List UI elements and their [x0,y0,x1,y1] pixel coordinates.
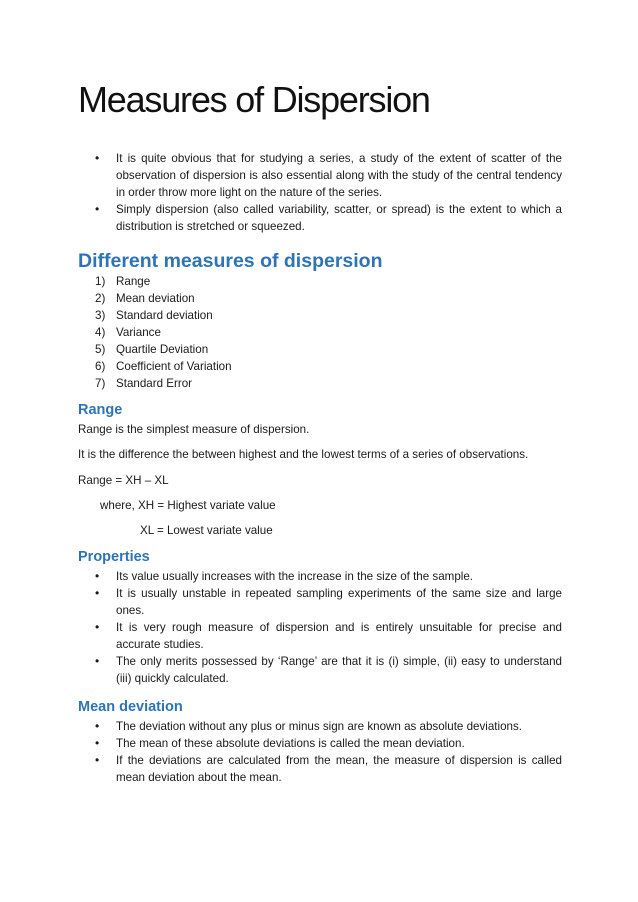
range-paragraph-1: Range is the simplest measure of dispersion. [78,423,310,436]
list-item: • It is usually unstable in repeated sampling experiments of the same size and large ones. [78,585,562,619]
range-formula: Range = XH – XL [78,474,169,487]
mean-deviation-bullet-list [78,718,562,786]
properties-bullet-list [78,568,562,687]
list-item: • The only merits possessed by ‘Range’ are that it is (i) simple, (ii) easy to understand (iii) quickly calculated. [78,653,562,687]
list-item [78,324,232,341]
list-number: 5) [95,343,106,356]
list-number: 7) [95,377,106,390]
list-label: Variance [116,326,161,339]
list-item: • Its value usually increases with the increase in the size of the sample. [78,568,562,585]
list-number: 4) [95,326,106,339]
section-heading-different-measures: Different measures of dispersion [78,250,383,272]
list-item [78,375,232,392]
list-label: Coefficient of Variation [116,360,232,373]
list-number: 3) [95,309,106,322]
list-item: • It is quite obvious that for studying a series, a study of the extent of scatter of the observation of dispersion is also essential along with the study of the central tendency in order throw more light on the nature of the series. [78,150,562,201]
list-item: • It is very rough measure of dispersion and is entirely unsuitable for precise and accurate studies. [78,619,562,653]
list-label: Mean deviation [116,292,195,305]
list-label: Range [116,275,151,288]
range-paragraph-2: It is the difference the between highest and the lowest terms of a series of observations. [78,448,529,461]
list-item: • The mean of these absolute deviations is called the mean deviation. [78,735,562,752]
list-item [78,341,232,358]
list-item: • Simply dispersion (also called variability, scatter, or spread) is the extent to which a distribution is stretched or squeezed. [78,201,562,235]
list-item [78,290,232,307]
list-label: Standard deviation [116,309,213,322]
list-number: 2) [95,292,106,305]
list-number: 6) [95,360,106,373]
measures-numbered-list [78,273,232,392]
list-number: 1) [95,275,106,288]
list-item: • The deviation without any plus or minus sign are known as absolute deviations. [78,718,562,735]
list-item [78,358,232,375]
page-title: Measures of Dispersion [78,79,430,120]
range-where-line: where, XH = Highest variate value [100,499,276,512]
list-item [78,307,232,324]
list-item: • If the deviations are calculated from the mean, the measure of dispersion is called mean deviation about the mean. [78,752,562,786]
list-label: Quartile Deviation [116,343,209,356]
list-item [78,273,232,290]
section-heading-properties: Properties [78,549,150,565]
list-label: Standard Error [116,377,193,390]
section-heading-range: Range [78,402,123,418]
intro-bullet-list [78,150,562,235]
section-heading-mean-deviation: Mean deviation [78,699,183,715]
range-xl-line: XL = Lowest variate value [140,524,273,537]
